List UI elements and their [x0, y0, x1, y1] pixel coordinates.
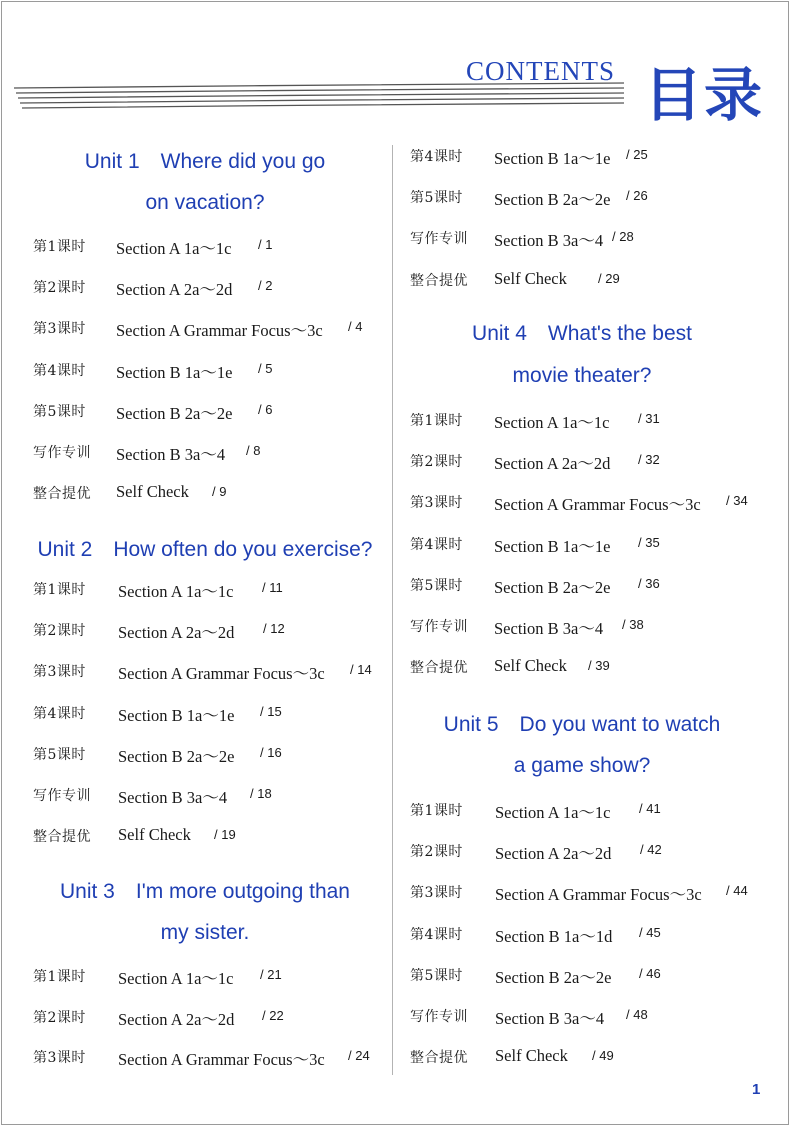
section-title: Section B 2a～2e — [494, 190, 611, 210]
section-title: Section A 1a～1c — [118, 969, 234, 988]
page-ref: / 9 — [212, 484, 227, 500]
lesson-label: 整合提优 — [33, 486, 91, 503]
unit-heading[interactable]: on vacation? — [145, 191, 265, 214]
page-ref: / 25 — [626, 147, 648, 162]
lesson-label: 第3课时 — [33, 321, 86, 338]
page-ref: / 35 — [638, 534, 660, 550]
section-title: Self Check — [494, 656, 567, 676]
page-ref: / 36 — [638, 575, 660, 591]
lesson-label: 第3课时 — [410, 495, 463, 512]
lesson-label: 第3课时 — [410, 885, 463, 902]
page-ref: / 21 — [260, 967, 282, 982]
page-ref: / 34 — [726, 493, 748, 509]
section-title: Section A 2a～2d — [494, 454, 611, 474]
lesson-label: 第2课时 — [410, 844, 463, 861]
lesson-label: 写作专训 — [410, 1009, 468, 1025]
lesson-label: 写作专训 — [33, 445, 91, 461]
lesson-label: 第5课时 — [33, 403, 86, 420]
section-title: Section A 2a～2d — [116, 280, 233, 300]
section-title: Section A 1a～1c — [495, 803, 611, 822]
page-ref: / 14 — [350, 662, 372, 678]
section-title: Self Check — [495, 1046, 568, 1066]
page-ref: / 39 — [588, 658, 610, 674]
section-title: Section B 1a～1d — [495, 926, 613, 946]
page-ref: / 15 — [260, 703, 282, 719]
lesson-label: 整合提优 — [410, 272, 468, 289]
page-ref: / 2 — [258, 278, 273, 294]
table-of-contents-title: 目录 — [644, 61, 765, 129]
lesson-label: 第5课时 — [410, 190, 463, 207]
lesson-label: 第4课时 — [410, 926, 463, 943]
page-ref: / 29 — [598, 270, 620, 286]
page-ref: / 46 — [639, 965, 661, 981]
section-title: Section B 1a～1e — [118, 705, 235, 725]
section-title: Section A Grammar Focus～3c — [494, 495, 701, 515]
unit-heading[interactable]: Unit 2 How often do you exercise? — [37, 538, 373, 561]
lesson-label: 第1课时 — [410, 413, 463, 429]
unit-heading[interactable]: Unit 3 I'm more outgoing than — [60, 880, 350, 903]
page-ref: / 38 — [622, 617, 644, 632]
lesson-label: 第3课时 — [33, 1050, 86, 1066]
section-title: Section B 1a～1e — [494, 149, 611, 168]
page-ref: / 49 — [592, 1048, 614, 1064]
lesson-label: 第4课时 — [410, 149, 463, 165]
lesson-label: 第2课时 — [33, 623, 86, 640]
page-ref: / 18 — [250, 786, 272, 801]
page-ref: / 31 — [638, 411, 660, 426]
lesson-label: 第5课时 — [410, 967, 463, 984]
page-ref: / 45 — [639, 924, 661, 940]
contents-heading: CONTENTS — [466, 56, 615, 86]
lesson-label: 写作专训 — [410, 619, 468, 635]
page-ref: / 12 — [263, 621, 285, 637]
section-title: Section A 2a～2d — [118, 1009, 235, 1029]
unit-heading[interactable]: a game show? — [513, 754, 651, 777]
section-title: Section B 1a～1e — [494, 536, 611, 556]
page-ref: / 4 — [348, 319, 363, 335]
lesson-label: 整合提优 — [33, 829, 91, 846]
lesson-label: 第1课时 — [33, 582, 86, 598]
lesson-label: 第4课时 — [33, 705, 86, 722]
lesson-label: 第1课时 — [33, 969, 86, 985]
section-title: Section A 1a～1c — [118, 582, 234, 601]
page-ref: / 28 — [612, 229, 634, 245]
section-title: Section B 2a～2e — [495, 967, 612, 987]
lesson-label: 第4课时 — [33, 362, 86, 379]
lesson-label: 第4课时 — [410, 536, 463, 553]
section-title: Self Check — [118, 825, 191, 845]
lesson-label: 第2课时 — [33, 280, 86, 297]
section-title: Section B 2a～2e — [116, 403, 233, 423]
lesson-label: 第5课时 — [410, 577, 463, 594]
section-title: Section A Grammar Focus～3c — [118, 664, 325, 684]
page-ref: / 48 — [626, 1007, 648, 1022]
page-ref: / 19 — [214, 827, 236, 843]
section-title: Section B 3a～4 — [494, 231, 604, 251]
page-ref: / 26 — [626, 188, 648, 204]
section-title: Section A 2a～2d — [495, 844, 612, 864]
unit-heading[interactable]: Unit 1 Where did you go — [84, 150, 326, 173]
section-title: Section B 2a～2e — [494, 577, 611, 597]
unit-heading[interactable]: my sister. — [160, 921, 250, 944]
section-title: Section B 2a～2e — [118, 746, 235, 766]
page-ref: / 22 — [262, 1007, 284, 1023]
section-title: Self Check — [116, 482, 189, 502]
section-title: Section B 1a～1e — [116, 362, 233, 382]
page-ref: / 11 — [262, 580, 283, 595]
lesson-label: 第1课时 — [410, 803, 463, 819]
page-ref: / 41 — [639, 801, 661, 816]
lesson-label: 第1课时 — [33, 239, 86, 255]
section-title: Section A 1a～1c — [494, 413, 610, 432]
section-title: Section A Grammar Focus～3c — [116, 321, 323, 341]
unit-heading[interactable]: Unit 5 Do you want to watch — [443, 713, 721, 736]
lesson-label: 写作专训 — [410, 231, 468, 248]
page-ref: / 32 — [638, 452, 660, 468]
lesson-label: 整合提优 — [410, 1050, 468, 1067]
page-ref: / 5 — [258, 360, 273, 376]
page-ref: / 44 — [726, 883, 748, 899]
section-title: Section A Grammar Focus～3c — [118, 1050, 325, 1069]
lesson-label: 第3课时 — [33, 664, 86, 681]
page-ref: / 1 — [258, 237, 273, 252]
page-ref: / 42 — [640, 842, 662, 858]
lesson-label: 写作专训 — [33, 788, 91, 804]
section-title: Section B 3a～4 — [494, 619, 604, 638]
page-ref: / 6 — [258, 401, 273, 417]
lesson-label: 整合提优 — [410, 660, 468, 677]
section-title: Section A Grammar Focus～3c — [495, 885, 702, 905]
section-title: Section A 2a～2d — [118, 623, 235, 643]
section-title: Section A 1a～1c — [116, 239, 232, 258]
section-title: Section B 3a～4 — [495, 1009, 605, 1028]
unit-heading[interactable]: Unit 4 What's the best — [472, 322, 692, 345]
page-number: 1 — [752, 1081, 761, 1098]
page-ref: / 8 — [246, 443, 261, 458]
section-title: Self Check — [494, 268, 567, 288]
section-title: Section B 3a～4 — [116, 445, 226, 464]
unit-heading[interactable]: movie theater? — [512, 364, 652, 387]
lesson-label: 第2课时 — [33, 1009, 86, 1026]
page-ref: / 16 — [260, 744, 282, 760]
section-title: Section B 3a～4 — [118, 788, 228, 807]
page-ref: / 24 — [348, 1048, 370, 1063]
lesson-label: 第2课时 — [410, 454, 463, 471]
lesson-label: 第5课时 — [33, 746, 86, 763]
